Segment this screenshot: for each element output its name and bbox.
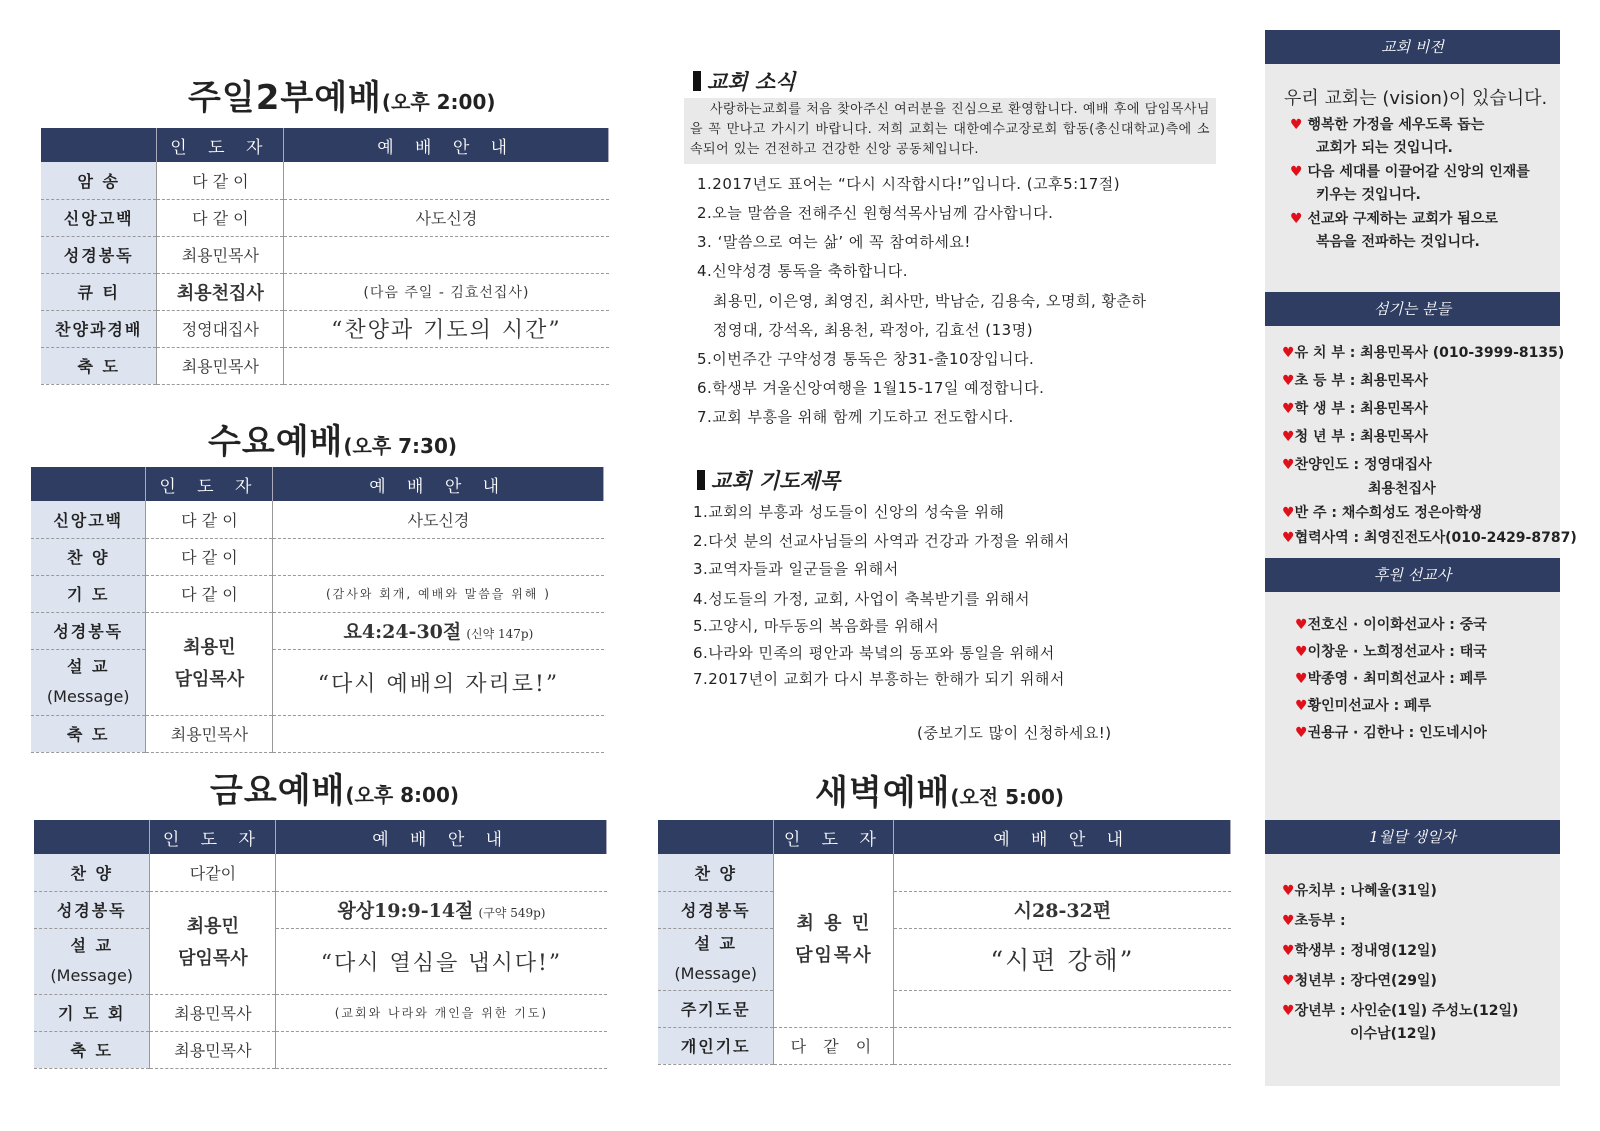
table-row [658, 891, 1231, 928]
row-label: 성경봉독 [658, 891, 774, 928]
prayer-item: 6.나라와 민족의 평안과 북녘의 동포와 통일을 위해서 [693, 644, 1055, 662]
dawn-title-text: 새벽예배 [815, 773, 951, 813]
row-info [284, 162, 609, 199]
row-leader: 다 같 이 [146, 501, 273, 538]
scripture: 시28-32편 [894, 891, 1231, 928]
row-info [276, 891, 607, 928]
scripture: 요4:24-30절 [343, 621, 462, 643]
row-label: 축 도 [31, 715, 146, 752]
missionary-header: 후원 선교사 [1265, 558, 1560, 592]
table-row [31, 649, 604, 715]
row-label: 신앙고백 [31, 501, 146, 538]
servant-text: 청 년 부 : 최용민목사 [1294, 429, 1428, 445]
birthday-text: 청년부 : 장다연(29일) [1294, 973, 1437, 989]
sunday-time: (오후 2:00) [381, 90, 496, 114]
row-info [273, 612, 604, 649]
row-leader: 정영대집사 [157, 310, 284, 347]
row-info: 사도신경 [284, 199, 609, 236]
row-label: 축 도 [34, 1031, 150, 1068]
header-blank [31, 467, 146, 501]
heart-icon: ♥ [1282, 973, 1295, 989]
table-row [41, 273, 609, 310]
row-label: 찬 양 [34, 854, 150, 891]
header-info: 예 배 안 내 [894, 820, 1231, 854]
table-row [658, 1027, 1231, 1064]
table-row [41, 162, 609, 199]
row-label: 신앙고백 [41, 199, 157, 236]
missionary-line [1295, 641, 1487, 661]
table-row [34, 854, 607, 891]
missionary-line [1295, 668, 1487, 688]
prayer-item: 5.고양시, 마두동의 복음화를 위해서 [693, 617, 940, 635]
news-item: 2.오늘 말씀을 전해주신 원형석목사님께 감사합니다. [697, 204, 1054, 222]
row-info: 사도신경 [273, 501, 604, 538]
friday-title [210, 763, 459, 812]
table-row [31, 575, 604, 612]
header-leader: 인 도 자 [150, 820, 276, 854]
title-bar [697, 470, 705, 490]
row-label: 성경봉독 [34, 891, 150, 928]
table-row [31, 538, 604, 575]
heart-icon: ♥ [1282, 943, 1295, 959]
servant-line [1282, 527, 1577, 547]
birthday-header: 1월달 생일자 [1265, 820, 1560, 854]
scripture: 왕상19:9-14절 [337, 900, 474, 922]
label-main: 설 교 [694, 934, 737, 953]
servant-line [1282, 398, 1428, 418]
heart-icon: ♥ [1290, 211, 1303, 227]
scripture-page: (신약 147p) [466, 627, 534, 641]
birthday-text: 유치부 : 나혜울(31일) [1294, 883, 1437, 899]
wednesday-table [31, 467, 604, 753]
leader-name: 최 용 민 [796, 913, 872, 935]
row-leader: 다 같 이 [157, 199, 284, 236]
row-info: (교회와 나라와 개인을 위한 기도) [276, 994, 607, 1031]
row-leader: 최용천집사 [157, 273, 284, 310]
row-info [273, 715, 604, 752]
row-info: “다시 예배의 자리로!” [273, 649, 604, 715]
leader-name: 최용민 [186, 915, 239, 937]
title-bar [693, 71, 701, 91]
servant-line [1282, 502, 1482, 522]
merged-leader [146, 612, 273, 715]
row-info: “다시 열심을 냅시다!” [276, 928, 607, 994]
servant-text: 찬양인도 : 정영대집사 [1294, 457, 1432, 473]
news-item: 최용민, 이은영, 최영진, 최사만, 박남순, 김용숙, 오명희, 황춘하 [713, 292, 1147, 310]
row-label: 축 도 [41, 347, 157, 384]
table-row [34, 928, 607, 994]
row-label: 찬 양 [658, 854, 774, 891]
news-item: 6.학생부 겨울신앙여행을 1월15-17일 예정합니다. [697, 379, 1045, 397]
friday-table [34, 820, 607, 1069]
heart-icon: ♥ [1282, 1003, 1295, 1019]
row-info [276, 854, 607, 891]
row-info: (다음 주일 - 김효선집사) [284, 273, 609, 310]
birthday-text: 초등부 : [1294, 913, 1346, 929]
heart-icon: ♥ [1282, 429, 1295, 445]
label-main: 설 교 [66, 657, 110, 676]
news-item: 정영대, 강석옥, 최용천, 곽정아, 김효선 (13명) [713, 321, 1034, 339]
heart-icon: ♥ [1282, 345, 1295, 361]
row-info [894, 1027, 1231, 1064]
header-info: 예 배 안 내 [273, 467, 604, 501]
servant-text: 초 등 부 : 최용민목사 [1294, 373, 1428, 389]
table-row [34, 1031, 607, 1068]
table-row [41, 199, 609, 236]
news-item: 5.이번주간 구약성경 통독은 창31-출10장입니다. [697, 350, 1035, 368]
sunday-title-text: 주일2부예배 [188, 78, 382, 118]
vision-text: 다음 세대를 이끌어갈 신앙의 인재를 [1307, 164, 1530, 180]
row-label: 찬양과경배 [41, 310, 157, 347]
row-leader: 최용민목사 [146, 715, 273, 752]
row-leader: 다 같 이 [146, 538, 273, 575]
birthday-line [1282, 940, 1437, 960]
birthday-text: 장년부 : 사인순(1일) 주성노(12일) [1294, 1003, 1519, 1019]
heart-icon: ♥ [1282, 883, 1295, 899]
header-blank [41, 128, 157, 162]
missionary-line [1295, 722, 1487, 742]
row-info [894, 854, 1231, 891]
heart-icon: ♥ [1282, 373, 1295, 389]
label-sub: (Message) [50, 966, 134, 985]
heart-icon: ♥ [1295, 698, 1308, 714]
birthday-line [1282, 880, 1437, 900]
row-info [284, 236, 609, 273]
table-row [658, 854, 1231, 891]
missionary-text: 권용규 · 김한나 : 인도네시아 [1307, 725, 1487, 741]
vision-line: 교회가 되는 것입니다. [1316, 140, 1453, 156]
vision-line [1290, 114, 1484, 134]
missionary-text: 황인미선교사 : 페루 [1307, 698, 1432, 714]
leader-role: 담임목사 [178, 947, 248, 969]
scripture-page: (구약 549p) [478, 906, 546, 920]
servant-text: 유 치 부 : 최용민목사 (010-3999-8135) [1294, 345, 1565, 361]
table-row [41, 347, 609, 384]
servant-line [1282, 426, 1428, 446]
servant-text: 학 생 부 : 최용민목사 [1294, 401, 1428, 417]
row-info: (감사와 회개, 예배와 말씀을 위해 ) [273, 575, 604, 612]
vision-header: 교회 비전 [1265, 30, 1560, 64]
row-leader: 다같이 [150, 854, 276, 891]
birthday-line [1282, 1000, 1518, 1020]
missionary-line [1295, 614, 1487, 634]
heart-icon: ♥ [1282, 401, 1295, 417]
servant-line [1282, 342, 1564, 362]
heart-icon: ♥ [1282, 913, 1295, 929]
header-leader: 인 도 자 [774, 820, 894, 854]
table-row [31, 715, 604, 752]
row-leader: 다 같 이 [146, 575, 273, 612]
row-info: “찬양과 기도의 시간” [284, 310, 609, 347]
row-label: 큐 티 [41, 273, 157, 310]
dawn-title [815, 765, 1064, 814]
vision-line [1290, 161, 1530, 181]
row-leader: 최용민목사 [157, 347, 284, 384]
header-blank [34, 820, 150, 854]
header-leader: 인 도 자 [157, 128, 284, 162]
row-info: “시편 강해” [894, 928, 1231, 990]
table-row [34, 994, 607, 1031]
header-leader: 인 도 자 [146, 467, 273, 501]
label-sub: (Message) [46, 687, 130, 706]
prayer-item: 3.교역자들과 일군들을 위해서 [693, 560, 899, 578]
servants-header: 섬기는 분들 [1265, 292, 1560, 326]
birthday-line [1282, 970, 1437, 990]
vision-line: 복음을 전파하는 것입니다. [1316, 234, 1480, 250]
sunday-title [188, 70, 496, 119]
row-label [34, 928, 150, 994]
table-row [34, 891, 607, 928]
table-row [658, 928, 1231, 990]
row-info [894, 990, 1231, 1027]
heart-icon: ♥ [1282, 457, 1295, 473]
servant-line: 최용천집사 [1368, 481, 1436, 497]
birthday-line [1282, 910, 1346, 930]
wednesday-title [208, 414, 457, 463]
table-row [31, 501, 604, 538]
header-info: 예 배 안 내 [284, 128, 609, 162]
dawn-time: (오전 5:00) [950, 785, 1065, 809]
table-row [31, 612, 604, 649]
dawn-table [658, 820, 1231, 1065]
table-row [658, 990, 1231, 1027]
label-sub: (Message) [674, 964, 758, 983]
row-leader: 다 같 이 [774, 1027, 894, 1064]
prayer-item: 4.성도들의 가정, 교회, 사업이 축복받기를 위해서 [693, 590, 1030, 608]
merged-leader [150, 891, 276, 994]
heart-icon: ♥ [1290, 117, 1303, 133]
vision-intro: 우리 교회는 (vision)이 있습니다. [1284, 88, 1548, 109]
servant-line [1282, 454, 1432, 474]
heart-icon: ♥ [1295, 617, 1308, 633]
heart-icon: ♥ [1295, 644, 1308, 660]
row-label: 기 도 회 [34, 994, 150, 1031]
news-item: 4.신약성경 통독을 축하합니다. [697, 262, 908, 280]
row-label: 주기도문 [658, 990, 774, 1027]
heart-icon: ♥ [1290, 164, 1303, 180]
header-blank [658, 820, 774, 854]
row-label: 찬 양 [31, 538, 146, 575]
friday-time: (오후 8:00) [345, 783, 460, 807]
birthday-text: 학생부 : 정내영(12일) [1294, 943, 1437, 959]
prayer-item: 2.다섯 분의 선교사님들의 사역과 건강과 가정을 위해서 [693, 532, 1070, 550]
row-info [284, 347, 609, 384]
row-info [276, 1031, 607, 1068]
leader-name: 최용민 [183, 636, 236, 658]
servant-text: 협력사역 : 최영진전도사(010-2429-8787) [1294, 530, 1577, 546]
heart-icon: ♥ [1295, 671, 1308, 687]
vision-line [1290, 208, 1498, 228]
vision-text: 행복한 가정을 세우도록 돕는 [1307, 117, 1485, 133]
row-leader: 최용민목사 [150, 1031, 276, 1068]
news-item: 7.교회 부흥을 위해 함께 기도하고 전도합시다. [697, 408, 1014, 426]
prayer-item: 1.교회의 부흥과 성도들이 신앙의 성숙을 위해 [693, 503, 1005, 521]
row-label: 암 송 [41, 162, 157, 199]
row-label: 기 도 [31, 575, 146, 612]
sunday-table [41, 128, 609, 385]
row-leader: 최용민목사 [150, 994, 276, 1031]
vision-text: 선교와 구제하는 교회가 됨으로 [1307, 211, 1498, 227]
prayer-title-text: 교회 기도제목 [711, 468, 841, 493]
row-label: 성경봉독 [41, 236, 157, 273]
table-row [41, 236, 609, 273]
prayer-item: 7.2017년이 교회가 다시 부흥하는 한해가 되기 위해서 [693, 670, 1065, 688]
header-info: 예 배 안 내 [276, 820, 607, 854]
row-leader: 다 같 이 [157, 162, 284, 199]
birthday-line: 이수남(12일) [1350, 1026, 1437, 1042]
leader-role: 담임목사 [795, 945, 873, 967]
row-info [273, 538, 604, 575]
row-label [31, 649, 146, 715]
label-main: 설 교 [70, 936, 113, 955]
prayer-title [697, 465, 840, 495]
missionary-line [1295, 695, 1431, 715]
news-title-text: 교회 소식 [707, 69, 796, 94]
row-label [658, 928, 774, 990]
wednesday-title-text: 수요예배 [208, 422, 344, 462]
prayer-note: (중보기도 많이 신청하세요!) [917, 724, 1112, 742]
row-label: 개인기도 [658, 1027, 774, 1064]
leader-role: 담임목사 [174, 668, 245, 690]
servant-text: 반 주 : 채수희성도 정은아학생 [1294, 505, 1482, 521]
servant-line [1282, 370, 1428, 390]
missionary-text: 전호신 · 이이화선교사 : 중국 [1307, 617, 1487, 633]
row-label: 성경봉독 [31, 612, 146, 649]
row-leader: 최용민목사 [157, 236, 284, 273]
missionary-text: 이창운 · 노희정선교사 : 태국 [1307, 644, 1487, 660]
table-row [41, 310, 609, 347]
heart-icon: ♥ [1282, 530, 1295, 546]
vision-line: 키우는 것입니다. [1316, 187, 1421, 203]
wednesday-time: (오후 7:30) [343, 434, 458, 458]
merged-leader [774, 854, 894, 1027]
news-item: 3. ‘말씀으로 여는 삶’ 에 꼭 참여하세요! [697, 233, 971, 251]
heart-icon: ♥ [1282, 505, 1295, 521]
news-title [693, 66, 795, 96]
heart-icon: ♥ [1295, 725, 1308, 741]
friday-title-text: 금요예배 [210, 771, 346, 811]
news-intro: 사랑하는교회를 처음 찾아주신 여러분을 진심으로 환영합니다. 예배 후에 담임목사님을 꼭 만나고 가시기 바랍니다. 저희 교회는 대한예수교장로회 합동(총신대학교)측에 소속되어 있는 건전하고 건강한 신앙 공동체입니다. [684, 98, 1216, 164]
news-item: 1.2017년도 표어는 “다시 시작합시다!”입니다. (고후5:17절) [697, 175, 1121, 193]
missionary-text: 박종영 · 최미희선교사 : 페루 [1307, 671, 1487, 687]
